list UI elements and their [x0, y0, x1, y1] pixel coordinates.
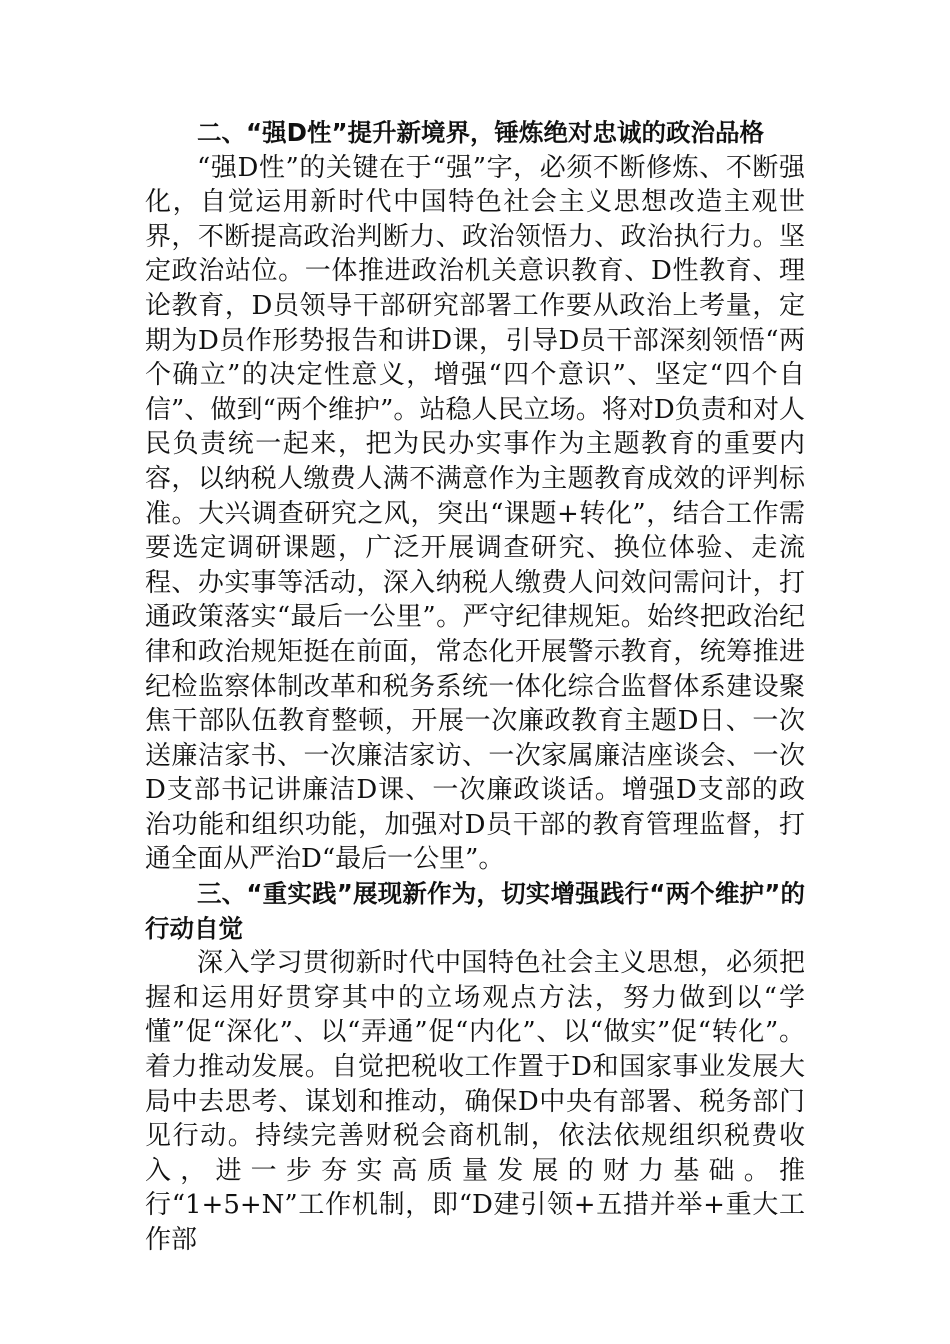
section-two-heading: 二、“强D性”提升新境界，锤炼绝对忠诚的政治品格	[197, 118, 765, 147]
section-three-paragraph: 深入学习贯彻新时代中国特色社会主义思想，必须把握和运用好贯穿其中的立场观点方法，努力做到以“学懂”促“深化”、以“弄通”促“内化”、以“做实”促“转化”。着力推动发展。自觉把税收工作置于D和国家事业发展大局中去思考、谋划和推动，确保D中央有部署、税务部门见行动。持续完善财税会商机制，依法依规组织税费收入，进一步夯实高质量发展的财力基础。推行“1+5+N”工作机制，即“D建引领+五措并举+重大工作部	[145, 948, 805, 1255]
section-two-paragraph: “强D性”的关键在于“强”字，必须不断修炼、不断强化，自觉运用新时代中国特色社会主义思想改造主观世界，不断提高政治判断力、政治领悟力、政治执行力。坚定政治站位。一体推进政治机关意识教育、D性教育、理论教育，D员领导干部研究部署工作要从政治上考量，定期为D员作形势报告和讲D课，引导D员干部深刻领悟“两个确立”的决定性意义，增强“四个意识”、坚定“四个自信”、做到“两个维护”。站稳人民立场。将对D负责和对人民负责统一起来，把为民办实事作为主题教育的重要内容，以纳税人缴费人满不满意作为主题教育成效的评判标准。大兴调查研究之风，突出“课题+转化”，结合工作需要选定调研课题，广泛开展调查研究、换位体验、走流程、办实事等活动，深入纳税人缴费人问效问需问计，打通政策落实“最后一公里”。严守纪律规矩。始终把政治纪律和政治规矩挺在前面，常态化开展警示教育，统筹推进纪检监察体制改革和税务系统一体化综合监督体系建设聚焦干部队伍教育整顿，开展一次廉政教育主题D日、一次送廉洁家书、一次廉洁家访、一次家属廉洁座谈会、一次D支部书记讲廉洁D课、一次廉政谈话。增强D支部的政治功能和组织功能，加强对D员干部的教育管理监督，打通全面从严治D“最后一公里”。	[145, 152, 805, 875]
document-page	[145, 116, 805, 1258]
section-three-heading: 三、“重实践”展现新作为，切实增强践行“两个维护”的行动自觉	[145, 879, 805, 943]
